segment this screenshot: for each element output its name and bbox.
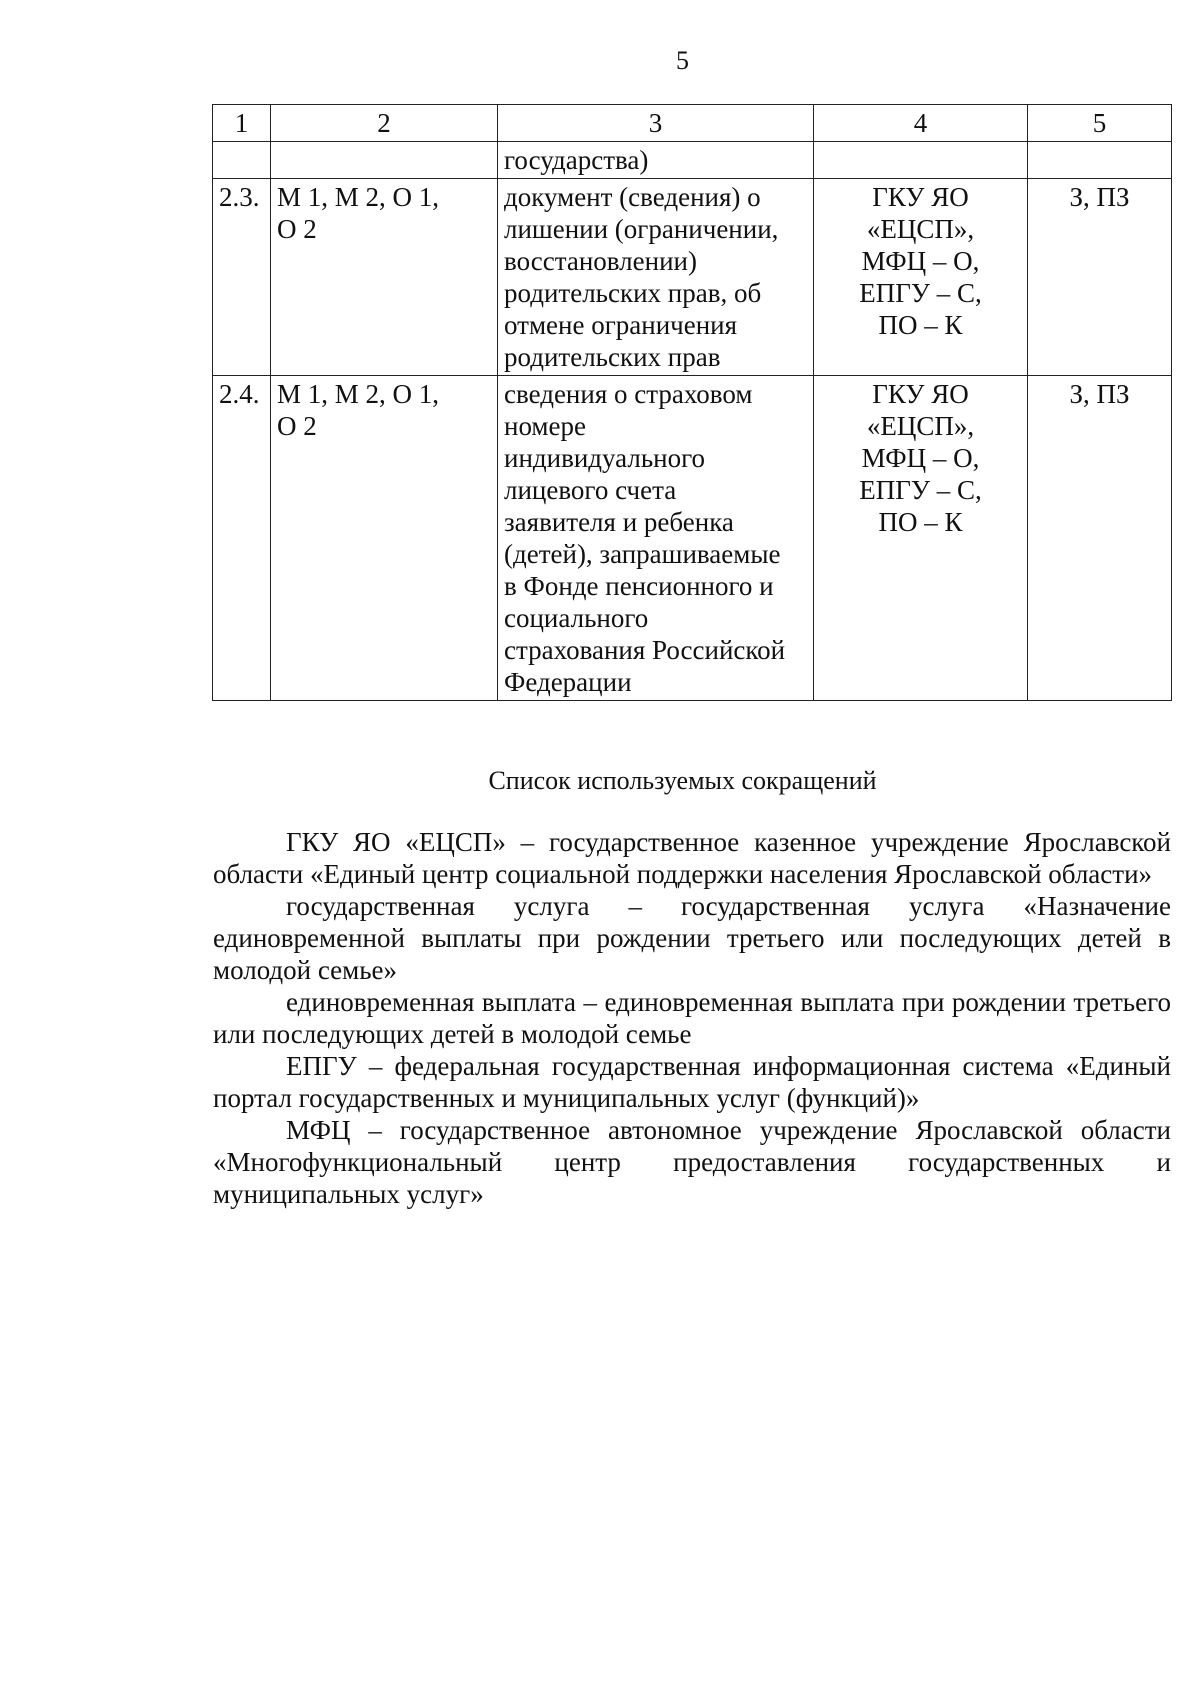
row-number-cell	[213, 142, 271, 179]
table-header-row	[213, 105, 1172, 142]
document-description-cell: сведения о страховом номере индивидуального лицевого счета заявителя и ребенка (детей), запрашиваемые в Фонде пенсионного и социального страхования Российской Федерации	[498, 376, 814, 701]
abbreviation-item: МФЦ – государственное автономное учреждение Ярославской области «Многофункциональный центр предоставления государственных и муниципальных услуг»	[213, 1115, 1171, 1209]
row-number-cell: 2.4.	[213, 376, 271, 701]
document-table	[212, 104, 1172, 701]
submission-type-cell	[1028, 142, 1172, 179]
abbreviations-title: Список используемых сокращений	[488, 766, 877, 795]
page-number: 5	[676, 46, 689, 75]
submission-place-cell: ГКУ ЯО «ЕЦСП», МФЦ – О, ЕПГУ – С, ПО – К	[814, 179, 1028, 376]
applicant-category-cell: М 1, М 2, О 1, О 2	[271, 179, 498, 376]
submission-type-cell: З, ПЗ	[1028, 179, 1172, 376]
abbreviation-item: единовременная выплата – единовременная выплата при рождении третьего или последующих детей в молодой семье	[213, 987, 1171, 1049]
column-header: 5	[1028, 105, 1172, 142]
table-row	[213, 179, 1172, 376]
document-description-cell: государства)	[498, 142, 814, 179]
submission-place-cell	[814, 142, 1028, 179]
document-description-cell: документ (сведения) о лишении (ограничении, восстановлении) родительских прав, об отмене ограничения родительских прав	[498, 179, 814, 376]
table-row	[213, 376, 1172, 701]
abbreviation-item: государственная услуга – государственная услуга «Назначение единовременной выплаты при рождении третьего или последующих детей в молодой семье»	[213, 891, 1171, 985]
applicant-category-cell: М 1, М 2, О 1, О 2	[271, 376, 498, 701]
column-header: 4	[814, 105, 1028, 142]
submission-place-cell: ГКУ ЯО «ЕЦСП», МФЦ – О, ЕПГУ – С, ПО – К	[814, 376, 1028, 701]
abbreviations-list	[213, 826, 1171, 1210]
column-header: 1	[213, 105, 271, 142]
abbreviation-item: ГКУ ЯО «ЕЦСП» – государственное казенное учреждение Ярославской области «Единый центр социальной поддержки населения Ярославской области»	[213, 827, 1171, 889]
table-row	[213, 142, 1172, 179]
submission-type-cell: З, ПЗ	[1028, 376, 1172, 701]
applicant-category-cell	[271, 142, 498, 179]
column-header: 2	[271, 105, 498, 142]
abbreviation-item: ЕПГУ – федеральная государственная информационная система «Единый портал государственных и муниципальных услуг (функций)»	[213, 1051, 1171, 1113]
row-number-cell: 2.3.	[213, 179, 271, 376]
column-header: 3	[498, 105, 814, 142]
